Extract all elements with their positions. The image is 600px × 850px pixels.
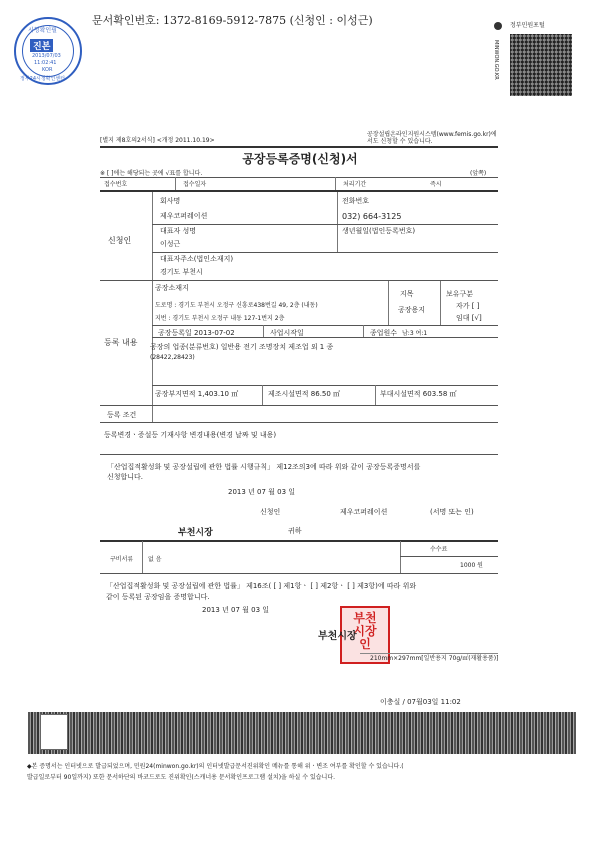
phone-label: 전화번호 bbox=[342, 197, 370, 205]
registration-date: 공장등록일 2013-07-02 bbox=[158, 329, 235, 337]
fee-value: 1000 원 bbox=[460, 562, 483, 569]
processing-period-label: 처리기간 bbox=[343, 181, 367, 188]
barcode-logo-icon bbox=[40, 714, 68, 750]
mayor-name: 부천시장 bbox=[318, 631, 357, 642]
top-qr-code bbox=[510, 34, 572, 96]
auxiliary-area: 부대시설면적 603.58 ㎡ bbox=[380, 390, 457, 398]
birth-label: 생년월일(법인등록번호) bbox=[342, 227, 416, 235]
recipient-suffix: 귀하 bbox=[288, 527, 302, 535]
official-seal-text: 부천시장인 bbox=[353, 611, 377, 651]
online-system-note: 공장설립온라인지원시스템(www.femis.go.kr)에서도 신청할 수 있습니다. bbox=[367, 131, 497, 145]
land-category-value: 공장용지 bbox=[398, 306, 426, 314]
documents-value: 없 음 bbox=[148, 556, 162, 563]
conditions-label: 등록 조건 bbox=[107, 411, 137, 419]
gov-logo-icon bbox=[494, 22, 502, 30]
footer-note-line2: 발급일로부터 90일까지) 또한 문서하단의 바코드로도 진위확인(스캐너용 문서확인프로그램 설치)을 하실 수 있습니다. bbox=[27, 774, 336, 781]
employees-value: 남:3 여:1 bbox=[402, 330, 428, 337]
manufacturing-area: 제조시설면적 86.50 ㎡ bbox=[268, 390, 341, 398]
address-label: 대표자주소(법인소재지) bbox=[160, 255, 234, 263]
paper-spec: 210mm×297mm[일반용지 70g/㎡(재활용품)] bbox=[370, 655, 499, 662]
ownership-rent-checkbox: 임대 [√] bbox=[456, 314, 482, 322]
seal-top-text: 시청확인필 bbox=[28, 27, 57, 34]
employees-label: 종업원수 bbox=[370, 329, 398, 337]
receipt-date-label: 접수일자 bbox=[183, 181, 207, 188]
applicant-label: 신청인 bbox=[260, 508, 281, 516]
phone-value: 032) 664-3125 bbox=[342, 212, 402, 221]
industry-codes: (28422,28423) bbox=[150, 354, 195, 361]
operation-start-label: 사업시작일 bbox=[270, 329, 304, 337]
footer-note-line1: ◆본 증명서는 인터넷으로 발급되었으며, 민원24(minwon.go.kr)의 인터넷발급문서진위확인 메뉴를 통해 위ㆍ변조 여부를 확인할 수 있습니다.( bbox=[27, 763, 404, 770]
recipient: 부천시장 bbox=[178, 528, 213, 538]
representative-value: 이성근 bbox=[160, 240, 181, 248]
document-check-number: 문서확인번호: 1372-8169-5912-7875 (신청인 : 이성근) bbox=[92, 14, 373, 27]
seal-date: 2013/07/03 bbox=[32, 53, 61, 59]
page-mark: (앞쪽) bbox=[470, 170, 487, 177]
road-address: 도로명 : 경기도 부천시 오정구 신흥로438번길 49, 2층 (내동) bbox=[155, 302, 318, 309]
sign-label: (서명 또는 인) bbox=[430, 508, 474, 516]
gov-side-text: MINWON.GO.KR bbox=[493, 40, 499, 80]
form-title: 공장등록증명(신청)서 bbox=[242, 152, 358, 166]
check-note: ※ [ ]에는 해당되는 곳에 √표를 합니다. bbox=[100, 170, 203, 177]
documents-label: 구비서류 bbox=[110, 556, 134, 563]
seal-bottom-text: 정부24시청확인센터 bbox=[20, 76, 66, 82]
seal-time: 11:02:41 bbox=[34, 60, 57, 66]
issuer-info: 이충실 / 07월03일 11:02 bbox=[380, 698, 461, 706]
land-category-label: 지목 bbox=[400, 290, 414, 298]
seal-code: KOR bbox=[42, 67, 53, 73]
change-record-label: 등록변경ㆍ증설등 기재사항 변경내용(변경 날짜 및 내용) bbox=[104, 431, 277, 439]
address-value: 경기도 부천시 bbox=[160, 268, 203, 276]
site-area: 공장부지면적 1,403.10 ㎡ bbox=[155, 390, 239, 398]
document-barcode bbox=[28, 712, 576, 754]
receipt-no-label: 접수번호 bbox=[104, 181, 128, 188]
certification-text-line1: 「산업집적활성화 및 공장설립에 관한 법률」 제16조( [ ] 제1항ㆍ [ ] 제2항ㆍ [ ] 제3항)에 따라 위와 bbox=[106, 582, 417, 590]
representative-label: 대표자 성명 bbox=[160, 227, 197, 235]
application-date: 2013 년 07 월 03 일 bbox=[228, 488, 296, 496]
applicant-section-label: 신청인 bbox=[108, 236, 132, 245]
fee-label: 수수료 bbox=[430, 546, 448, 553]
gov-portal-label: 정부민원포털 bbox=[510, 22, 545, 29]
processing-period-value: 즉시 bbox=[430, 181, 442, 188]
law-text-line1: 「산업집적활성화 및 공장설립에 관한 법률 시행규칙」 제12조의3에 따라 위와 같이 공장등록증명서를 bbox=[107, 463, 421, 471]
form-reference: [별지 제8호의2서식] <개정 2011.10.19> bbox=[100, 137, 215, 144]
certification-date: 2013 년 07 월 03 일 bbox=[202, 606, 270, 614]
authenticity-seal bbox=[14, 17, 82, 85]
seal-main-text: 진본 bbox=[30, 39, 53, 52]
company-name-value: 제우코퍼레이션 bbox=[160, 212, 208, 220]
industry-type: 공장의 업종(분류번호) 일반용 전기 조명장치 제조업 외 1 종 bbox=[150, 343, 334, 351]
company-name-label: 회사명 bbox=[160, 197, 181, 205]
lot-address: 지번 : 경기도 부천시 오정구 내동 127-1번지 2층 bbox=[155, 315, 285, 322]
certification-text-line2: 같이 등록된 공장임을 증명합니다. bbox=[106, 593, 210, 601]
ownership-label: 보유구분 bbox=[446, 290, 474, 298]
applicant-name: 제우코퍼레이션 bbox=[340, 508, 388, 516]
registration-section-label: 등록 내용 bbox=[104, 338, 138, 347]
factory-location-label: 공장소재지 bbox=[155, 284, 189, 292]
ownership-own-checkbox: 자가 [ ] bbox=[456, 302, 480, 310]
law-text-line2: 신청합니다. bbox=[107, 473, 144, 481]
